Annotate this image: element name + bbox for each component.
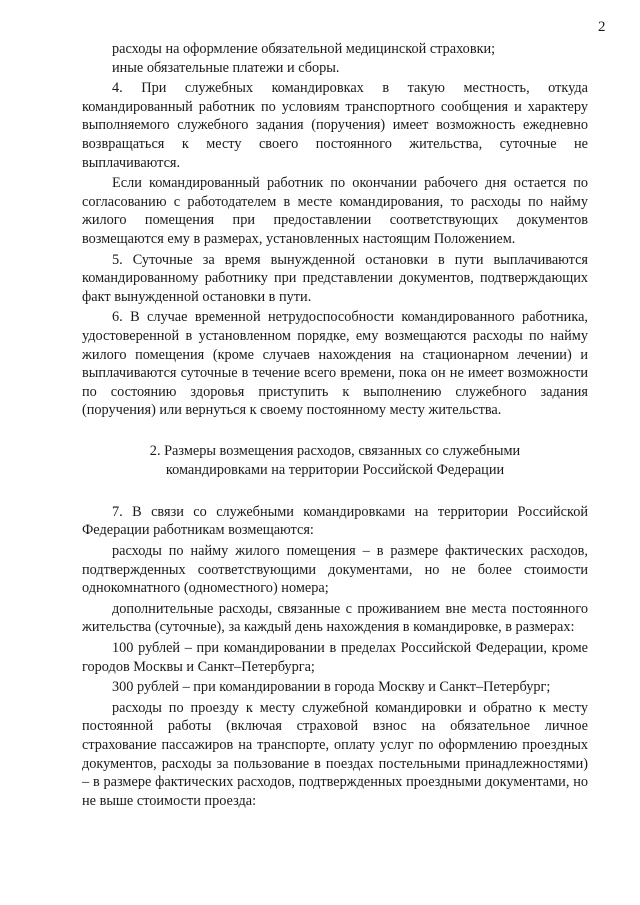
page-number: 2: [598, 19, 606, 35]
paragraph-other-fees: иные обязательные платежи и сборы.: [112, 59, 340, 76]
paragraph-travel-expenses: расходы по проезду к месту служебной командировки и обратно к месту постоянной работы (включая страховой взнос на обязательное личное страхование пассажиров на транспорте, оплату услуг по оформлению проездных документов, расходы за пользование в поездах постельными принадлежностями) – в размере фактических расходов, подтвержденных проездными документами, но не выше стоимости проезда:: [82, 699, 588, 809]
paragraph-rate-100: 100 рублей – при командировании в пределах Российской Федерации, кроме городов Москвы и Санкт–Петербурга;: [82, 640, 588, 675]
section-heading-line-2: командировками на территории Российской Федерации: [165, 461, 505, 478]
document-body: [82, 40, 588, 810]
paragraph-item-7: 7. В связи со служебными командировками на территории Российской Федерации работникам возмещаются:: [82, 503, 588, 539]
paragraph-item-4: 4. При служебных командировках в такую местность, откуда командированный работник по условиям транспортного сообщения и характеру выполняемого служебного задания (поручения) имеет возможность ежедневно возвращаться к месту своего постоянного жительства, суточные не выплачиваются.: [82, 80, 588, 171]
paragraph-daily-allowance: дополнительные расходы, связанные с проживанием вне места постоянного жительства (суточные), за каждый день нахождения в командировке, в размерах:: [82, 600, 588, 636]
paragraph-item-5: 5. Суточные за время вынужденной остановки в пути выплачиваются командированному работнику при представлении документов, подтверждающих факт вынужденной остановки в пути.: [82, 251, 588, 305]
section-heading-line-1: 2. Размеры возмещения расходов, связанных со служебными: [149, 442, 521, 459]
section-heading: [82, 442, 588, 480]
paragraph-rate-300: 300 рублей – при командировании в города Москву и Санкт–Петербург;: [112, 679, 551, 696]
paragraph-stay-after-work: Если командированный работник по окончании рабочего дня остается по согласованию с работодателем в месте командирования, то расходы по найму жилого помещения при предоставлении соответствующих документов возмещаются ему в размерах, установленных настоящим Положением.: [82, 175, 588, 247]
paragraph-medical-insurance: расходы на оформление обязательной медицинской страховки;: [112, 41, 496, 57]
paragraph-item-6: 6. В случае временной нетрудоспособности командированного работника, удостоверенной в установленном порядке, ему возмещаются расходы по найму жилого помещения (кроме случаев нахождения на стационарном лечении) и выплачиваются суточные в течение всего времени, пока он не имеет возможности по состоянию здоровья приступить к выполнению служебного задания (поручения) или вернуться к своему постоянному месту жительства.: [82, 309, 588, 419]
paragraph-housing-expenses: расходы по найму жилого помещения – в размере фактических расходов, подтвержденных соответствующими документами, но не более стоимости однокомнатного (одноместного) номера;: [82, 543, 588, 597]
